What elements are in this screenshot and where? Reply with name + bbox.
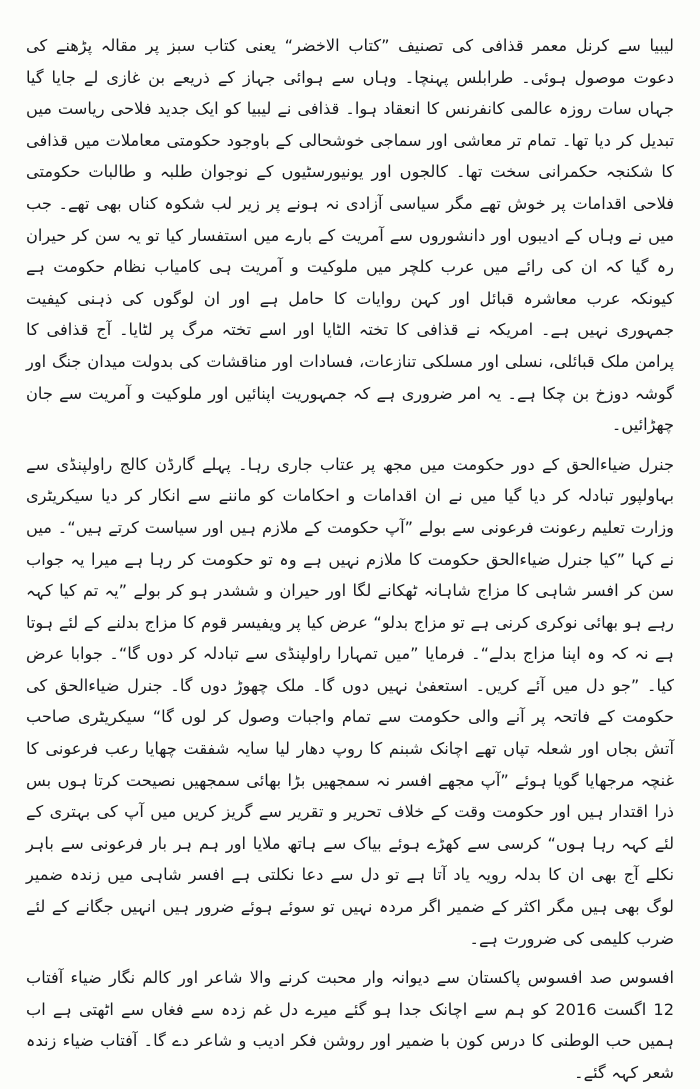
article-paragraph-2: جنرل ضیاءالحق کے دور حکومت میں مجھ پر عتاب جاری رہا۔ پہلے گارڈن کالج راولپنڈی سے بہاولپور تبادلہ کر دیا گیا میں نے ان اقدامات و احکامات کو ماننے سے انکار کر دیا سیکریٹری وزارت تعلیم رعونت فرعونی سے بولے ”آپ حکومت کے ملازم ہیں اور سیاست کرتے ہیں“۔ میں نے کہا ”کیا جنرل ضیاءالحق حکومت کا ملازم نہیں ہے وہ تو حکومت کر رہا ہے میرا یہ جواب سن کر افسر شاہی کا مزاج شاہانہ ٹھکانے لگا اور حیران و ششدر ہو کر بولے ”یہ تم کیا کہہ رہے ہو بھائی نوکری کرنی ہے تو مزاج بدلو“ عرض کیا پر ویفیسر قوم کا مزاج بدلنے کے لئے ہوتا ہے نہ کہ وہ اپنا مزاج بدلے“۔ فرمایا ”میں تمہارا راولپنڈی سے تبادلہ کر دوں گا“۔ جوابا عرض کیا۔ ”جو دل میں آئے کریں۔ استعفیٰ نہیں دوں گا۔ ملک چھوڑ دوں گا۔ جنرل ضیاءالحق کی حکومت کے فاتحہ پر آنے والی حکومت سے تمام واجبات وصول کر لوں گا“ سیکریٹری صاحب آتش بجاں اور شعلہ تپاں تھے اچانک شبنم کا روپ دھار لیا سایہ شفقت چھایا رعب فرعونی کا غنچہ مرجھایا گویا ہوئے ”آپ مجھے افسر نہ سمجھیں بڑا بھائی سمجھیں نصیحت کرتا ہوں بس ذرا اقتدار ہیں اور حکومت وقت کے خلاف تحریر و تقریر سے گریز کریں میں آپ کی بہتری کے لئے کہہ رہا ہوں“ کرسی سے کھڑے ہوئے بیاک سے ہاتھ ملایا اور ہم ہر بار فرعونی سے باہر نکلے آج بھی ان کا بدلہ رویہ یاد آتا ہے تو دل سے دعا نکلتی ہے افسر شاہی میں زندہ ضمیر لوگ بھی ہیں مگر اکثر کے ضمیر اگر مردہ نہیں تو سوئے ہوئے ضرور ہیں انہیں جگانے کے لئے ضرب کلیمی کی ضرورت ہے۔ [26, 454, 674, 948]
article-paragraph-3: افسوس صد افسوس پاکستان سے دیوانہ وار محبت کرنے والا شاعر اور کالم نگار ضیاء آفتاب 12 اگست 2016 کو ہم سے اچانک جدا ہو گئے میرے دل غم زدہ سے فغاں سے اٹھتی ہے اب ہمیں حب الوطنی کا درس کون با ضمیر اور روشن فکر ادیب و شاعر دے گا۔ آفتاب ضیاء زندہ شعر کہہ گئے۔ [26, 968, 674, 1082]
article-body [26, 30, 674, 1089]
article-paragraph-1: لیبیا سے کرنل معمر قذافی کی تصنیف ”کتاب الاخضر“ یعنی کتاب سبز پر مقالہ پڑھنے کی دعوت موصول ہوئی۔ طرابلس پہنچا۔ وہاں سے ہوائی جہاز کے ذریعے بن غازی لے جایا گیا جہاں سات روزہ عالمی کانفرنس کا انعقاد ہوا۔ قذافی نے لیبیا کو ایک جدید فلاحی ریاست میں تبدیل کر دیا تھا۔ تمام تر معاشی اور سماجی خوشحالی کے باوجود حکومتی معاملات میں قذافی کا شکنجہ حکمرانی سخت تھا۔ کالجوں اور یونیورسٹیوں کے نوجوان طلبہ و طالبات حکومتی فلاحی اقدامات پر خوش تھے مگر سیاسی آزادی نہ ہونے پر زیر لب شکوہ کناں بھی تھے۔ جب میں نے وہاں کے ادیبوں اور دانشوروں سے آمریت کے بارے میں استفسار کیا تو یہ سن کر حیران رہ گیا کہ ان کی رائے میں عرب کلچر میں ملوکیت و آمریت ہی کامیاب نظام حکومت ہے کیونکہ عرب معاشرہ قبائل اور کہن روایات کا حامل ہے اور ان لوگوں کی ذہنی کیفیت جمہوری نہیں ہے۔ امریکہ نے قذافی کا تختہ الٹایا اور اسے تختہ مرگ پر لٹایا۔ آج قذافی کا پرامن ملک قبائلی، نسلی اور مسلکی تنازعات، فسادات اور مناقشات کی بدولت میدان جنگ اور گوشہ دوزخ بن چکا ہے۔ یہ امر ضروری ہے کہ جمہوریت اپنائیں اور ملوکیت و آمریت سے جان چھڑائیں۔ [26, 36, 674, 435]
